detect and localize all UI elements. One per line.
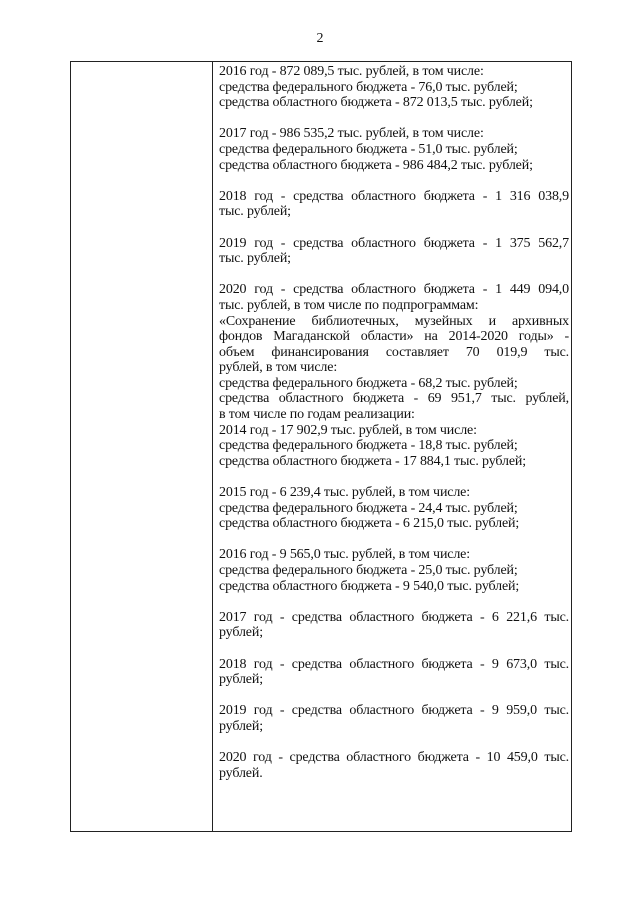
text-line: средства федерального бюджета - 76,0 тыс. рублей; xyxy=(219,79,518,95)
text-line: в том числе по годам реализации: xyxy=(219,407,415,423)
text-line: 2015 год - 6 239,4 тыс. рублей, в том числе: xyxy=(219,485,470,501)
funding-paragraph xyxy=(219,657,569,688)
text-line: рублей, в том числе: xyxy=(219,360,338,376)
funding-paragraph xyxy=(219,236,569,267)
text-line: 2018 год - средства областного бюджета - 1 316 038,9 xyxy=(219,188,569,204)
text-line: 2016 год - 872 089,5 тыс. рублей, в том числе: xyxy=(219,64,484,79)
text-line: рублей; xyxy=(219,625,263,641)
page-number: 2 xyxy=(316,31,324,46)
text-line: средства федерального бюджета - 24,4 тыс. рублей; xyxy=(219,500,518,516)
text-line: объем финансирования составляет 70 019,9 тыс. xyxy=(219,344,569,360)
text-line: тыс. рублей, в том числе по подпрограммам: xyxy=(219,297,479,313)
text-line: средства федерального бюджета - 68,2 тыс. рублей; xyxy=(219,375,518,391)
text-line: средства областного бюджета - 6 215,0 тыс. рублей; xyxy=(219,516,520,532)
funding-paragraph xyxy=(219,64,569,111)
text-line: 2016 год - 9 565,0 тыс. рублей, в том числе: xyxy=(219,547,470,563)
text-line: рублей; xyxy=(219,718,263,734)
text-line: 2020 год - средства областного бюджета - 10 459,0 тыс. xyxy=(219,750,569,766)
text-line: 2020 год - средства областного бюджета - 1 449 094,0 xyxy=(219,282,569,298)
funding-paragraph xyxy=(219,126,569,173)
text-line: средства федерального бюджета - 18,8 тыс. рублей; xyxy=(219,438,518,454)
text-line: 2017 год - 986 535,2 тыс. рублей, в том числе: xyxy=(219,126,484,142)
funding-paragraph xyxy=(219,547,569,594)
text-line: 2019 год - средства областного бюджета - 9 959,0 тыс. xyxy=(219,703,569,719)
text-line: фондов Магаданской области» на 2014-2020 годы» - xyxy=(219,329,569,345)
table-cell-financing xyxy=(219,64,569,797)
funding-paragraph xyxy=(219,485,569,532)
text-line: средства областного бюджета - 872 013,5 тыс. рублей; xyxy=(219,95,533,111)
text-line: средства федерального бюджета - 51,0 тыс. рублей; xyxy=(219,141,518,157)
text-line: тыс. рублей; xyxy=(219,204,291,220)
text-line: 2014 год - 17 902,9 тыс. рублей, в том числе: xyxy=(219,422,477,438)
text-line: 2018 год - средства областного бюджета - 9 673,0 тыс. xyxy=(219,656,569,672)
text-line: тыс. рублей; xyxy=(219,251,291,267)
text-line: средства областного бюджета - 9 540,0 тыс. рублей; xyxy=(219,578,520,594)
text-line: средства федерального бюджета - 25,0 тыс. рублей; xyxy=(219,563,518,578)
text-line: рублей. xyxy=(219,765,263,781)
text-line: рублей; xyxy=(219,672,263,688)
funding-paragraph xyxy=(219,282,569,469)
table-column-divider xyxy=(212,61,213,832)
funding-paragraph xyxy=(219,703,569,734)
text-line: 2019 год - средства областного бюджета - 1 375 562,7 xyxy=(219,235,569,251)
text-line: «Сохранение библиотечных, музейных и архивных xyxy=(219,313,569,329)
text-line: средства областного бюджета - 986 484,2 тыс. рублей; xyxy=(219,157,533,173)
funding-paragraph xyxy=(219,610,569,641)
text-line: средства областного бюджета - 69 951,7 тыс. рублей, xyxy=(219,391,569,407)
text-line: 2017 год - средства областного бюджета - 6 221,6 тыс. xyxy=(219,609,569,625)
funding-paragraph xyxy=(219,750,569,781)
funding-paragraph xyxy=(219,189,569,220)
text-line: средства областного бюджета - 17 884,1 тыс. рублей; xyxy=(219,453,526,469)
